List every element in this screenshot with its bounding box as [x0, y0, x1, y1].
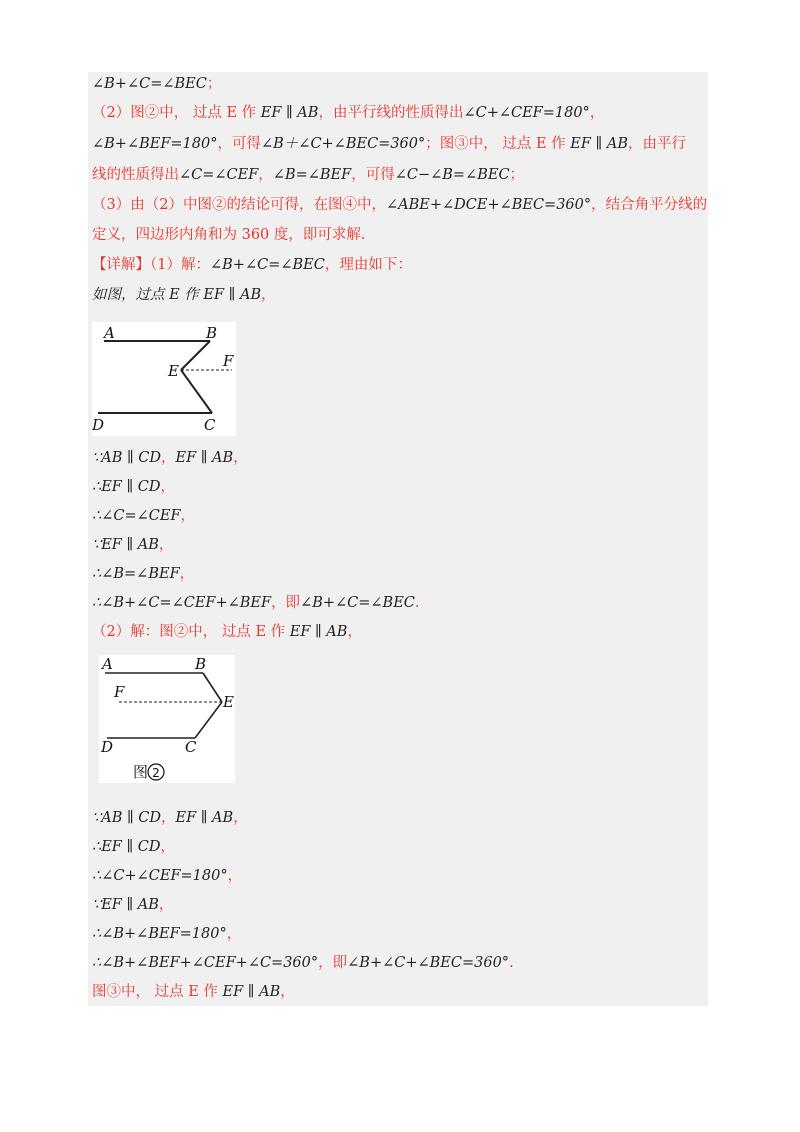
red-text-run: ， [233, 450, 248, 466]
math-text-run: EF ∥ AB [175, 450, 234, 466]
text-line [92, 449, 248, 467]
red-text-run: （2）图②中， 过点 E 作 [92, 105, 261, 121]
red-text-run: ， [261, 287, 276, 303]
red-text-run: （3）由（2）中图②的结论可得，在图④中， [92, 197, 386, 213]
math-text-run: EF ∥ AB [175, 810, 234, 826]
text-line [92, 594, 420, 612]
red-text-run: ， [158, 537, 174, 553]
math-text-run: ∴∠B+∠C=∠CEF+∠BEF [92, 595, 272, 611]
text-line [92, 286, 276, 304]
label-e: E [223, 693, 234, 711]
red-text-run: ， [179, 566, 195, 582]
text-line [92, 867, 242, 885]
math-text-run: ∠C=∠CEF [179, 167, 259, 183]
figure-1 [92, 322, 236, 436]
figure-caption: 图 [133, 763, 149, 781]
text-line [92, 896, 173, 914]
text-line [92, 478, 175, 496]
red-text-run: ， [233, 810, 248, 826]
red-text-run: ，结合角平分线的 [591, 197, 708, 213]
math-text-run: ∠B+∠C+∠BEC=360° [347, 955, 510, 971]
red-text-run: ， [160, 479, 176, 495]
text-line [92, 135, 686, 153]
math-text-run: EF ∥ AB [570, 136, 628, 152]
label-a: A [102, 655, 113, 673]
text-line [92, 838, 175, 856]
red-text-run: ， [160, 839, 176, 855]
red-text-run: ，由平行 [627, 136, 686, 152]
red-text-run: ， [180, 508, 196, 524]
text-line [92, 983, 295, 1001]
math-text-run: ∠B＋∠C+∠BEC=360° [260, 136, 426, 152]
red-text-run: 定义，四边形内角和为 360 度，即可求解. [92, 227, 366, 243]
red-text-run: ， [227, 868, 243, 884]
text-line [92, 623, 362, 641]
math-text-run: ∴∠B+∠BEF=180° [92, 926, 227, 942]
red-text-run: ， [226, 926, 242, 942]
red-text-run: ，可得 [351, 167, 395, 183]
math-text-run: ∠B+∠C=∠BEC [92, 76, 207, 92]
math-text-run: ∴∠C=∠CEF [92, 508, 181, 524]
red-text-run: ；图③中， 过点 E 作 [425, 136, 571, 152]
figure-caption-number: 2 [152, 766, 160, 780]
text-line [92, 166, 524, 184]
text-line [92, 256, 412, 274]
text-line [92, 226, 366, 244]
text-line [92, 196, 707, 214]
label-c: C [204, 416, 216, 434]
red-text-run: ，由平行线的性质得出 [318, 105, 464, 121]
math-text-run: ∴EF ∥ CD [92, 839, 161, 855]
label-c: C [185, 738, 197, 756]
label-b: B [195, 655, 207, 673]
label-f: F [223, 352, 234, 370]
red-text-run: ， [589, 105, 605, 121]
math-text-run: ∵EF ∥ AB [92, 537, 159, 553]
red-text-run: ，即 [271, 595, 301, 611]
math-text-run: ∴∠B+∠BEF+∠CEF+∠C=360° [92, 955, 319, 971]
math-text-run: ∠ABE+∠DCE+∠BEC=360° [385, 197, 592, 213]
red-text-run: ； [206, 76, 222, 92]
math-text-run: ∵AB ∥ CD [92, 810, 161, 826]
red-text-run: . [414, 595, 420, 611]
text-line [92, 104, 604, 122]
red-text-run: ， [161, 810, 176, 826]
text-line [92, 809, 248, 827]
math-text-run: ∠B+∠BEF=180° [92, 136, 218, 152]
red-text-run: ，可得 [217, 136, 261, 152]
red-text-run: . [509, 955, 514, 971]
math-text-run: ∠C−∠B=∠BEC [394, 167, 510, 183]
red-text-run: ， [258, 167, 273, 183]
math-text-run: ∴∠B=∠BEF [92, 566, 180, 582]
math-text-run: EF ∥ AB [260, 105, 319, 121]
red-text-run: 图③中， 过点 E 作 [92, 984, 223, 1000]
math-text-run: ∴∠C+∠CEF=180° [92, 868, 228, 884]
red-text-run: ， [347, 624, 362, 640]
label-b: B [206, 324, 218, 342]
math-text-run: ∠B+∠C=∠BEC [300, 595, 415, 611]
label-a: A [104, 324, 115, 342]
red-text-run: ，理由如下： [324, 257, 412, 273]
label-f: F [114, 683, 125, 701]
math-text-run: ∠B+∠C=∠BEC [209, 257, 325, 273]
text-line [92, 536, 173, 554]
text-line [92, 954, 514, 972]
red-text-run: ； [509, 167, 525, 183]
red-text-run: ， [280, 984, 295, 1000]
math-text-run: EF ∥ AB [289, 624, 348, 640]
math-text-run: ∠C+∠CEF=180° [463, 105, 590, 121]
text-line [92, 507, 195, 525]
red-text-run: （2）解：图②中， 过点 E 作 [92, 624, 290, 640]
math-text-run: ∵AB ∥ CD [92, 450, 161, 466]
math-text-run: ∠B=∠BEF [272, 167, 352, 183]
label-e: E [168, 362, 179, 380]
text-line [92, 565, 194, 583]
text-line [92, 75, 221, 93]
math-text-run: ∴EF ∥ CD [92, 479, 161, 495]
math-text-run: ∵EF ∥ AB [92, 897, 159, 913]
math-text-run: 如图，过点 E 作 [92, 287, 204, 303]
red-text-run: 【详解】（1）解： [92, 257, 210, 273]
figure-2 [99, 655, 235, 783]
red-text-run: ， [161, 450, 176, 466]
red-text-run: ， [158, 897, 174, 913]
math-text-run: EF ∥ AB [222, 984, 281, 1000]
label-d: D [92, 416, 105, 434]
math-text-run: EF ∥ AB [203, 287, 262, 303]
text-line [92, 925, 241, 943]
red-text-run: ，即 [318, 955, 348, 971]
red-text-run: 线的性质得出 [92, 167, 179, 183]
label-d: D [101, 738, 114, 756]
